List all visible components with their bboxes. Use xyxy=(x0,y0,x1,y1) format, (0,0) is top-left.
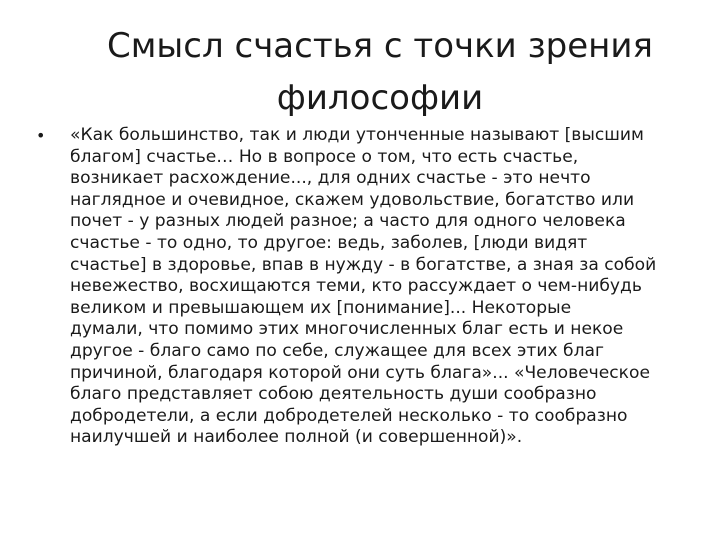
text-line: великом и превышающем их [понимание]... Некоторые xyxy=(70,297,572,318)
bullet-icon: • xyxy=(36,126,46,145)
text-line: благом] счастье… Но в вопросе о том, что есть счастье, xyxy=(70,146,579,167)
text-line: почет - у разных людей разное; а часто для одного человека xyxy=(70,211,626,232)
text-line: другое - благо само по себе, служащее для всех этих благ xyxy=(70,340,604,361)
text-line: невежество, восхищаются теми, кто рассуждает о чем-нибудь xyxy=(70,276,642,297)
title-line: Смысл счастья с точки зрения xyxy=(107,26,653,66)
title-line: философии xyxy=(276,78,484,118)
text-line: наилучшей и наиболее полной (и совершенной)». xyxy=(70,427,523,448)
text-line: счастье] в здоровье, впав в нужду - в богатстве, а зная за собой xyxy=(70,254,657,275)
text-line: наглядное и очевидное, скажем удовольствие, богатство или xyxy=(70,189,635,210)
text-line: возникает расхождение..., для одних счастье - это нечто xyxy=(70,168,591,189)
text-line: счастье - то одно, то другое: ведь, заболев, [люди видят xyxy=(70,232,588,253)
text-line: «Как большинство, так и люди утонченные называют [высшим xyxy=(70,125,644,145)
quote-text xyxy=(70,125,676,449)
text-line: благо представляет собою деятельность души сообразно xyxy=(70,384,597,405)
text-line: думали, что помимо этих многочисленных благ есть и некое xyxy=(70,319,624,340)
slide-title xyxy=(100,20,660,124)
text-line: причиной, благодаря которой они суть блага»... «Человеческое xyxy=(70,362,650,383)
text-line: добродетели, а если добродетелей несколько - то сообразно xyxy=(70,405,628,426)
